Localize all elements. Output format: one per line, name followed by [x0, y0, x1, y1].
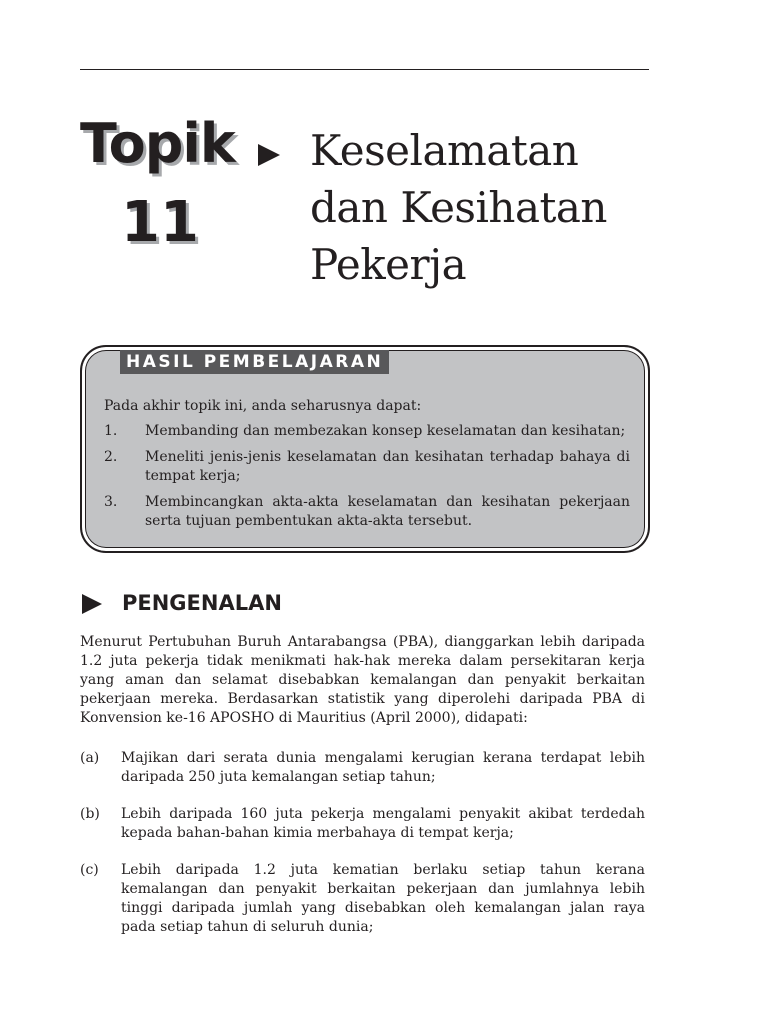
section-heading: PENGENALAN: [122, 591, 282, 615]
title-arrow-icon: [258, 144, 280, 166]
fact-item: [80, 861, 645, 937]
fact-label: (b): [80, 806, 100, 822]
learning-outcome-text: Membincangkan akta-akta keselamatan dan kesihatan pekerjaan serta tujuan pembentukan akta-akta tersebut.: [145, 494, 630, 529]
learning-outcome-item: [104, 493, 630, 531]
chapter-title: [310, 122, 650, 293]
fact-text: Majikan dari serata dunia mengalami kerugian kerana terdapat lebih daripada 250 juta kemalangan setiap tahun;: [121, 750, 645, 785]
fact-text: Lebih daripada 1.2 juta kematian berlaku setiap tahun kerana kemalangan dan penyakit berkaitan pekerjaan dan jumlahnya lebih tinggi daripada jumlah yang disebabkan oleh kemalangan jalan raya pada setiap tahun di seluruh dunia;: [121, 862, 645, 935]
learning-outcome-number: 2.: [104, 449, 118, 465]
learning-outcome-number: 1.: [104, 423, 118, 439]
learning-outcome-text: Membanding dan membezakan konsep keselamatan dan kesihatan;: [145, 423, 626, 439]
fact-item: [80, 749, 645, 787]
learning-outcome-item: [104, 422, 630, 441]
section-arrow-icon: [82, 594, 102, 614]
fact-item: [80, 805, 645, 843]
learning-outcomes-intro: Pada akhir topik ini, anda seharusnya dapat:: [104, 398, 422, 414]
topik-label: Topik: [80, 112, 235, 175]
learning-outcomes-box: [80, 345, 650, 553]
learning-outcome-text: Meneliti jenis-jenis keselamatan dan kesihatan terhadap bahaya di tempat kerja;: [145, 449, 630, 484]
facts-list: [80, 749, 645, 955]
chapter-title-line: Pekerja: [310, 240, 467, 289]
fact-label: (c): [80, 862, 99, 878]
chapter-title-line: Keselamatan: [310, 126, 579, 175]
fact-label: (a): [80, 750, 100, 766]
learning-outcome-item: [104, 448, 630, 486]
intro-paragraph: Menurut Pertubuhan Buruh Antarabangsa (PBA), dianggarkan lebih daripada 1.2 juta pekerja tidak menikmati hak-hak mereka dalam persekitaran kerja yang aman dan selamat disebabkan kemalangan dan penyakit berkaitan pekerjaan mereka. Berdasarkan statistik yang diperolehi daripada PBA di Konvension ke-16 APOSHO di Mauritius (April 2000), didapati:: [80, 634, 645, 726]
learning-outcomes-list: [104, 422, 630, 538]
learning-outcome-number: 3.: [104, 494, 118, 510]
chapter-title-line: dan Kesihatan: [310, 183, 607, 232]
top-rule: [80, 69, 649, 70]
topik-number: 11: [121, 190, 199, 255]
learning-outcomes-heading: HASIL PEMBELAJARAN: [120, 350, 389, 374]
fact-text: Lebih daripada 160 juta pekerja mengalami penyakit akibat terdedah kepada bahan-bahan kimia merbahaya di tempat kerja;: [121, 806, 645, 841]
